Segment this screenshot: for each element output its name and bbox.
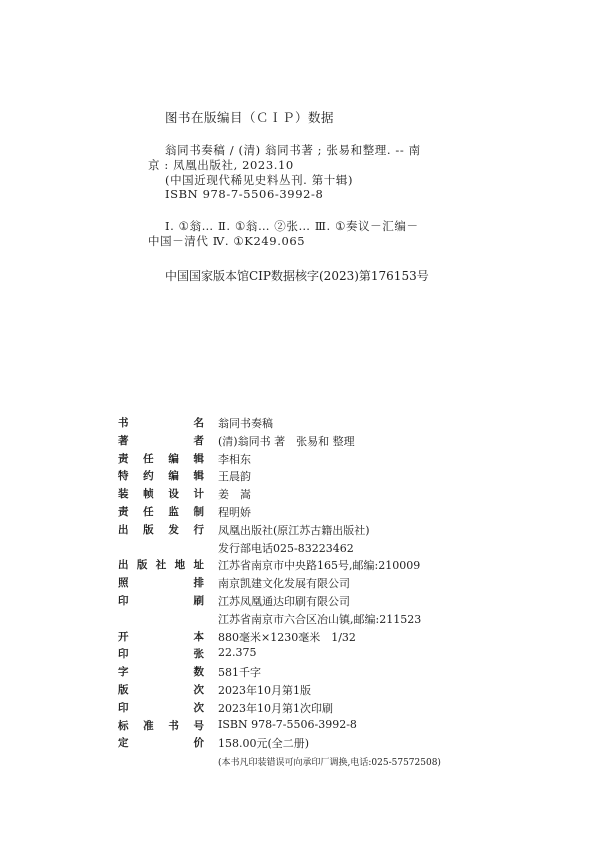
imprint-value: (本书凡印装错误可向承印厂调换,电话:025-57572508) [218, 758, 441, 769]
imprint-value: 翁同书奏稿 [218, 417, 273, 430]
imprint-label-char: 字 [118, 666, 129, 679]
imprint-label-char: 名 [193, 417, 204, 429]
imprint-label-char: 张 [193, 648, 204, 661]
imprint-label [118, 415, 204, 430]
imprint-label-char: 版 [118, 683, 129, 696]
imprint-row [118, 557, 558, 575]
imprint-value: 江苏省南京市中央路165号,邮编:210009 [218, 559, 421, 573]
imprint-label-char: 计 [193, 488, 204, 501]
imprint-label-char: 责 [118, 505, 129, 518]
imprint-row [118, 522, 558, 540]
imprint-row [118, 540, 558, 558]
imprint-label-char: 号 [193, 719, 204, 732]
imprint-label-char: 责 [118, 452, 129, 465]
imprint-row [118, 486, 558, 504]
imprint-label-char: 刷 [193, 594, 204, 607]
imprint-value: 凤凰出版社(原江苏古籍出版社) [218, 523, 370, 537]
cip-line-title-author: 翁同书奏稿 / (清) 翁同书著 ; 张易和整理. -- 南 [165, 143, 421, 157]
imprint-label [118, 735, 204, 750]
imprint-row [118, 629, 558, 647]
imprint-label [118, 433, 204, 448]
imprint-label-char: 任 [143, 452, 154, 465]
imprint-label-char: 装 [118, 488, 129, 501]
imprint-label-char: 出 [118, 559, 129, 572]
imprint-label-char: 著 [118, 434, 129, 447]
imprint-value: 李相东 [218, 452, 251, 466]
imprint-label-char: 行 [193, 523, 204, 536]
imprint-label-char: 书 [118, 417, 129, 429]
imprint-label-char: 数 [193, 666, 204, 679]
imprint-row [118, 415, 558, 433]
imprint-label [118, 451, 204, 466]
imprint-label-char: 制 [193, 505, 204, 518]
imprint-row [118, 718, 558, 736]
imprint-label-char: 任 [143, 505, 154, 518]
imprint-value: 2023年10月第1次印刷 [218, 701, 333, 715]
imprint-label-char: 发 [168, 523, 179, 536]
imprint-value: 发行部电话025-83223462 [218, 541, 354, 555]
imprint-label-char: 书 [168, 719, 179, 732]
imprint-label-char: 编 [168, 452, 179, 465]
imprint-label-char: 设 [168, 488, 179, 501]
imprint-value: 158.00元(全二册) [218, 737, 310, 751]
imprint-label-char: 版 [136, 559, 148, 572]
imprint-label-char: 者 [193, 434, 204, 447]
cip-record-number: 中国国家版本馆CIP数据核字(2023)第176153号 [165, 269, 429, 283]
imprint-value: 王晨韵 [218, 470, 251, 484]
imprint-row [118, 682, 558, 700]
imprint-row [118, 611, 558, 629]
imprint-label-char: 址 [193, 559, 204, 572]
imprint-label-char: 排 [193, 577, 204, 590]
imprint-label-char: 准 [143, 719, 154, 732]
imprint-label-char: 版 [143, 523, 154, 536]
imprint-label-char: 印 [118, 594, 129, 607]
imprint-label-char: 本 [193, 630, 204, 643]
imprint-label [118, 718, 204, 733]
imprint-label [118, 700, 204, 715]
imprint-label-char: 出 [118, 523, 129, 536]
imprint-table [118, 415, 558, 771]
imprint-label [118, 557, 204, 572]
imprint-label [118, 646, 204, 661]
imprint-row [118, 575, 558, 593]
cip-line-classification: Ⅰ. ①翁… Ⅱ. ①翁… ②张… Ⅲ. ①奏议－汇编－ [165, 219, 419, 233]
imprint-value: 程明娇 [218, 505, 251, 519]
imprint-label [118, 522, 204, 537]
imprint-label-char: 价 [193, 737, 204, 750]
imprint-label-char: 印 [118, 701, 129, 714]
imprint-label-char: 次 [193, 683, 204, 696]
imprint-label-char: 帧 [143, 488, 154, 501]
imprint-label [118, 486, 204, 501]
imprint-label [118, 593, 204, 608]
imprint-label-char: 次 [193, 701, 204, 714]
imprint-label-char: 开 [118, 630, 129, 643]
imprint-label-char: 监 [168, 505, 179, 518]
imprint-row [118, 700, 558, 718]
imprint-row [118, 593, 558, 611]
imprint-label [118, 468, 204, 483]
imprint-value: 880毫米×1230毫米 1/32 [218, 630, 356, 644]
imprint-label-char: 辑 [193, 452, 204, 465]
imprint-label [118, 682, 204, 697]
cip-line-isbn: ISBN 978-7-5506-3992-8 [165, 187, 324, 201]
imprint-label-char: 社 [155, 559, 167, 572]
imprint-value: 江苏省南京市六合区冶山镇,邮编:211523 [218, 612, 422, 626]
cip-line-series: (中国近现代稀见史料丛刊. 第十辑) [165, 173, 354, 187]
imprint-row [118, 433, 558, 451]
imprint-value: (清)翁同书 著 张易和 整理 [218, 434, 355, 448]
imprint-label-char: 标 [118, 719, 129, 732]
imprint-label [118, 575, 204, 590]
imprint-value: 2023年10月第1版 [218, 683, 311, 697]
imprint-label-char: 约 [143, 470, 154, 483]
imprint-label-char: 辑 [193, 470, 204, 483]
imprint-label-char: 地 [174, 559, 186, 572]
imprint-value: ISBN 978-7-5506-3992-8 [218, 717, 357, 731]
imprint-row [118, 664, 558, 682]
cip-line-classification-cont: 中国－清代 Ⅳ. ①K249.065 [148, 234, 306, 248]
imprint-label-char: 印 [118, 648, 129, 661]
imprint-value: 南京凯建文化发展有限公司 [218, 577, 350, 591]
imprint-value: 姜 嵩 [218, 488, 251, 502]
imprint-row [118, 753, 558, 771]
imprint-row [118, 735, 558, 753]
imprint-value: 22.375 [218, 646, 257, 660]
imprint-value: 581千字 [218, 666, 261, 680]
imprint-row [118, 468, 558, 486]
imprint-label [118, 629, 204, 644]
imprint-label [118, 504, 204, 519]
imprint-row [118, 646, 558, 664]
imprint-label-char: 编 [168, 470, 179, 483]
imprint-label-char: 定 [118, 737, 129, 750]
imprint-row [118, 451, 558, 469]
imprint-label-char: 特 [118, 470, 129, 483]
imprint-value: 江苏凤凰通达印刷有限公司 [218, 594, 350, 608]
imprint-row [118, 504, 558, 522]
imprint-label-char: 照 [118, 577, 129, 590]
imprint-label [118, 664, 204, 679]
cip-title: 图书在版编目（ＣＩＰ）数据 [165, 110, 335, 125]
cip-line-publisher: 京 : 凤凰出版社, 2023.10 [148, 158, 294, 172]
